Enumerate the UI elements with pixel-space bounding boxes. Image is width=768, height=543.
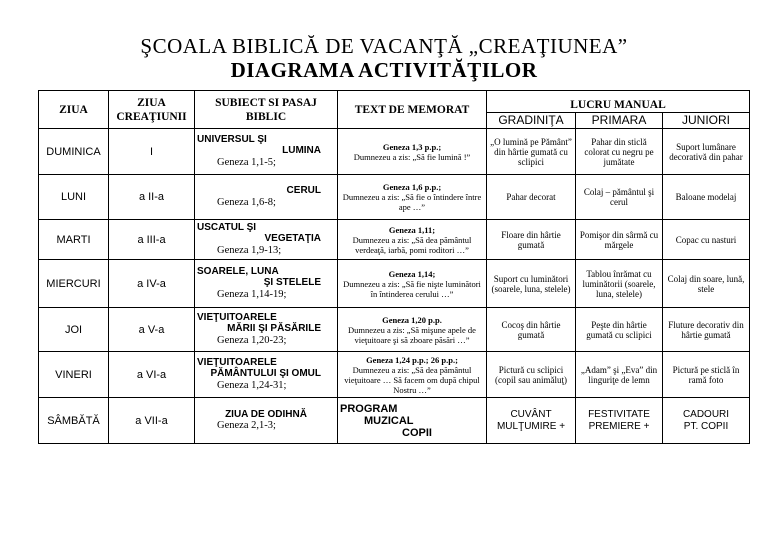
subject-title-2: LUMINA xyxy=(282,145,321,156)
header-ziua-creatiunii: ZIUA CREAŢIUNII xyxy=(109,91,195,129)
program-line-3: COPII xyxy=(402,426,432,439)
header-juniori: JUNIORI xyxy=(663,113,750,129)
program-line-2: MUZICAL xyxy=(364,414,414,427)
gifts-line-1: CADOURI xyxy=(682,408,730,420)
document-title: ŞCOALA BIBLICĂ DE VACANŢĂ „CREAŢIUNEA” xyxy=(140,34,628,58)
subject-title-2: VEGETAŢIA xyxy=(264,233,321,244)
subject-cell xyxy=(195,129,338,175)
creation-day-cell: a VI-a xyxy=(109,352,195,398)
table-row xyxy=(39,175,750,220)
juniori-cell: Fluture decorativ din hârtie gumată xyxy=(663,308,750,352)
creation-day-cell: a II-a xyxy=(109,175,195,220)
subject-cell xyxy=(195,352,338,398)
thanks-line-2: MULŢUMIRE + xyxy=(496,420,566,432)
primara-cell: Tablou înrămat cu luminătorii (soarele, luna, stelele) xyxy=(576,260,663,308)
subject-cell xyxy=(195,260,338,308)
memory-text: Dumnezeu a zis: „Să fie o întindere între ape …” xyxy=(342,192,482,212)
juniori-cell: Colaj din soare, lună, stele xyxy=(663,260,750,308)
day-cell: LUNI xyxy=(39,175,109,220)
table-row xyxy=(39,129,750,175)
memory-reference: Geneza 1,3 p.p.; xyxy=(382,141,442,152)
juniori-cell: Pictură pe sticlă în ramă foto xyxy=(663,352,750,398)
subject-reference: Geneza 1,9-13; xyxy=(217,245,282,256)
subject-title: ZIUA DE ODIHNĂ xyxy=(225,409,307,420)
subject-reference: Geneza 1,1-5; xyxy=(217,157,276,168)
gifts-line-2: PT. COPII xyxy=(683,420,729,432)
document-subtitle: DIAGRAMA ACTIVITĂŢILOR xyxy=(230,58,538,82)
juniori-cell xyxy=(663,398,750,444)
festivity-line-1: FESTIVITATE xyxy=(588,408,650,420)
memory-reference: Geneza 1,11; xyxy=(388,224,436,235)
program-cell xyxy=(338,398,487,444)
primara-cell xyxy=(576,398,663,444)
activity-table xyxy=(38,90,750,444)
header-text-memorat: TEXT DE MEMORAT xyxy=(338,91,487,129)
gradinita-cell: Suport cu luminători (soarele, luna, stelele) xyxy=(487,260,576,308)
memory-text: Dumnezeu a zis: „Să fie lumină !” xyxy=(353,151,471,162)
day-cell: VINERI xyxy=(39,352,109,398)
table-row xyxy=(39,260,750,308)
memory-reference: Geneza 1,24 p.p.; 26 p.p.; xyxy=(366,354,458,365)
header-gradinita: GRADINIŢA xyxy=(487,113,576,129)
day-cell: MARTI xyxy=(39,220,109,260)
gradinita-cell: Pictură cu sclipici (copil sau animăluţ) xyxy=(487,352,576,398)
gradinita-cell: Cocoş din hârtie gumată xyxy=(487,308,576,352)
primara-cell: Colaj – pământul şi cerul xyxy=(576,175,663,220)
memory-reference: Geneza 1,6 p.p.; xyxy=(382,182,442,192)
subject-title: VIEŢUITOARELE xyxy=(197,312,277,323)
gradinita-cell: Floare din hârtie gumată xyxy=(487,220,576,260)
memory-reference: Geneza 1,14; xyxy=(388,268,436,279)
primara-cell: Pahar din sticlă colorat cu negru pe jumătate xyxy=(576,129,663,175)
subject-reference: Geneza 2,1-3; xyxy=(217,420,276,431)
program-line-1: PROGRAM xyxy=(340,402,398,415)
primara-cell: „Adam” şi „Eva” din linguriţe de lemn xyxy=(576,352,663,398)
subject-reference: Geneza 1,24-31; xyxy=(217,380,287,391)
subject-reference: Geneza 1,14-19; xyxy=(217,289,287,300)
subject-title: VIEŢUITOARELE xyxy=(197,357,277,368)
memory-text: Dumnezeu a zis: „Să dea pământul verdeaţă, iarbă, pomi roditori …” xyxy=(352,234,472,255)
header-lucru-manual: LUCRU MANUAL xyxy=(487,91,750,113)
memory-text: Dumnezeu a zis: „Să mişune apele de vieţuitoare şi să zboare păsări …” xyxy=(348,324,476,345)
table-row xyxy=(39,398,750,444)
creation-day-cell: a IV-a xyxy=(109,260,195,308)
header-subiect: SUBIECT SI PASAJ BIBLIC xyxy=(195,91,338,129)
day-cell: DUMINICA xyxy=(39,129,109,175)
memory-cell xyxy=(338,352,487,398)
memory-cell xyxy=(338,175,487,220)
primara-cell: Pomişor din sârmă cu mărgele xyxy=(576,220,663,260)
subject-title-2: PĂMÂNTULUI ŞI OMUL xyxy=(210,368,321,379)
subject-cell xyxy=(195,398,338,444)
creation-day-cell: a VII-a xyxy=(109,398,195,444)
header-ziua: ZIUA xyxy=(39,91,109,129)
primara-cell: Peşte din hârtie gumată cu sclipici xyxy=(576,308,663,352)
table-row xyxy=(39,308,750,352)
memory-text: Dumnezeu a zis: „Să dea pământul vieţuitoare … Să facem om după chipul Nostru …” xyxy=(344,364,480,395)
subject-title: UNIVERSUL ŞI xyxy=(197,134,267,145)
memory-cell xyxy=(338,129,487,175)
subject-title: SOARELE, LUNA xyxy=(197,266,279,277)
subject-title: USCATUL ŞI xyxy=(197,222,257,233)
memory-cell xyxy=(338,220,487,260)
day-cell: MIERCURI xyxy=(39,260,109,308)
juniori-cell: Suport lumânare decorativă din pahar xyxy=(663,129,750,175)
day-cell: SÂMBĂTĂ xyxy=(39,398,109,444)
memory-cell xyxy=(338,260,487,308)
gradinita-cell: „O lumină pe Pământ” din hârtie gumată cu sclipici xyxy=(487,129,576,175)
memory-reference: Geneza 1,20 p.p. xyxy=(382,314,442,325)
subject-cell xyxy=(195,308,338,352)
header-row xyxy=(39,91,750,113)
table-row xyxy=(39,352,750,398)
gradinita-cell: Pahar decorat xyxy=(487,175,576,220)
thanks-line-1: CUVÂNT xyxy=(510,408,552,420)
table-row xyxy=(39,220,750,260)
gradinita-cell xyxy=(487,398,576,444)
creation-day-cell: a V-a xyxy=(109,308,195,352)
festivity-line-2: PREMIERE + xyxy=(588,420,650,432)
juniori-cell: Copac cu nasturi xyxy=(663,220,750,260)
memory-cell xyxy=(338,308,487,352)
day-cell: JOI xyxy=(39,308,109,352)
memory-text: Dumnezeu a zis: „Să fie nişte luminători în întinderea cerului …” xyxy=(343,278,481,299)
subject-title-2: CERUL xyxy=(286,185,321,196)
header-primara: PRIMARA xyxy=(576,113,663,129)
subject-cell xyxy=(195,175,338,220)
subject-reference: Geneza 1,6-8; xyxy=(217,197,276,208)
juniori-cell: Baloane modelaj xyxy=(663,175,750,220)
subject-title-2: ŞI STELELE xyxy=(263,277,321,288)
creation-day-cell: a III-a xyxy=(109,220,195,260)
creation-day-cell: I xyxy=(109,129,195,175)
subject-title-2: MĂRII ŞI PĂSĂRILE xyxy=(227,323,321,334)
subject-cell xyxy=(195,220,338,260)
subject-reference: Geneza 1,20-23; xyxy=(217,335,287,346)
